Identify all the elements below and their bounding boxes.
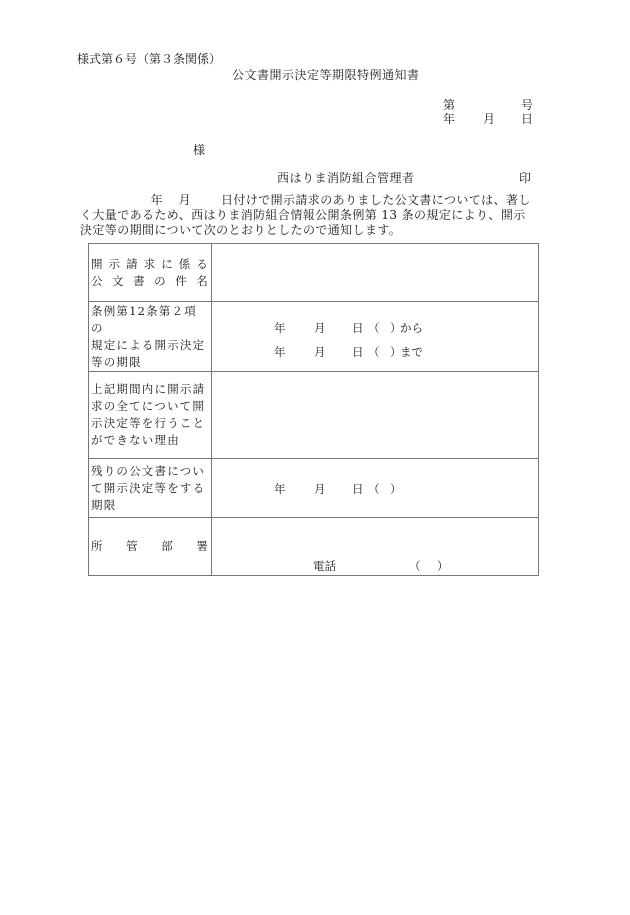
- label-line: 示決定等を行うこと: [91, 416, 206, 430]
- body-year: 年: [150, 193, 163, 207]
- label-line: 期限: [91, 497, 117, 512]
- phone-close-paren: ）: [437, 559, 449, 573]
- label-char: 署: [196, 539, 209, 553]
- date-year: 年: [274, 482, 286, 496]
- table-row-reason: [89, 372, 539, 459]
- weekday-close-paren: ）: [390, 321, 402, 335]
- date-day: 日: [352, 345, 364, 359]
- notice-form-table: [88, 243, 539, 576]
- value-remaining-deadline[interactable]: [212, 459, 539, 518]
- date-month: 月: [314, 321, 326, 335]
- date-year: 年: [274, 345, 286, 359]
- table-row-deadline: [89, 302, 539, 372]
- form-number-label: 様式第６号（第３条関係）: [77, 52, 222, 66]
- phone-open-paren: （: [409, 559, 421, 573]
- table-row-subject: [89, 244, 539, 302]
- label-char: 文: [112, 273, 125, 288]
- notice-body: [80, 193, 548, 238]
- label-char: 件: [175, 273, 188, 288]
- number-suffix: 号: [521, 98, 534, 112]
- body-line-1: [80, 193, 548, 208]
- body-month: 月: [178, 193, 191, 207]
- label-char: 部: [161, 539, 174, 553]
- label-line: 等の期限: [91, 354, 142, 369]
- label-line: [91, 273, 209, 290]
- date-month: 月: [314, 345, 326, 359]
- issue-date-year: 年: [443, 112, 456, 126]
- label-char: 請: [126, 256, 139, 271]
- date-day: 日: [352, 321, 364, 335]
- seal-mark: 印: [519, 171, 532, 185]
- label-char: 求: [143, 256, 157, 271]
- label-reason: [89, 372, 212, 459]
- date-year: 年: [274, 321, 286, 335]
- label-char: 所: [91, 539, 104, 553]
- label-department: [89, 518, 212, 576]
- label-line: て開示決定等をする: [91, 480, 206, 495]
- label-line: 上記期間内に開示請: [91, 382, 206, 396]
- label-char: る: [196, 256, 209, 271]
- label-deadline: [89, 302, 212, 372]
- label-char: の: [154, 273, 167, 288]
- label-line: 条例第12条第２項の: [91, 303, 197, 335]
- label-line: [91, 256, 209, 273]
- phone-label: 電話: [313, 559, 336, 573]
- body-line-2: く大量であるため、西はりま消防組合情報公開条例第 13 条の規定により、開示: [80, 208, 526, 222]
- date-day: 日: [352, 482, 364, 496]
- addressee-honorific: 様: [193, 143, 206, 157]
- label-char: 書: [133, 273, 146, 288]
- table-row-remaining-deadline: [89, 459, 539, 518]
- label-remaining-deadline: [89, 459, 212, 518]
- issue-date-line: [443, 110, 534, 127]
- label-char: に: [161, 256, 174, 271]
- body-line-3: 決定等の期間について次のとおりとしたので通知します。: [80, 223, 402, 237]
- label-char: 開: [91, 256, 104, 271]
- issue-date-day: 日: [521, 112, 534, 126]
- weekday-open-paren: （: [368, 345, 380, 359]
- value-reason[interactable]: [212, 372, 539, 459]
- label-line: [91, 538, 209, 555]
- date-suffix: まで: [400, 345, 423, 359]
- label-char: 名: [196, 273, 209, 288]
- number-prefix: 第: [443, 98, 456, 112]
- label-char: 示: [108, 256, 122, 271]
- issue-date-month: 月: [483, 112, 496, 126]
- date-suffix: から: [400, 321, 423, 335]
- value-subject[interactable]: [212, 244, 539, 302]
- table-row-department: [89, 518, 539, 576]
- weekday-open-paren: （: [368, 482, 380, 496]
- label-char: 公: [91, 273, 104, 288]
- document-title: 公文書開示決定等期限特例通知書: [232, 68, 420, 82]
- sender-name: 西はりま消防組合管理者: [277, 171, 415, 185]
- label-line: ができない理由: [91, 433, 180, 447]
- body-line-1-text: 日付けで開示請求のありました公文書については、著し: [221, 193, 531, 207]
- label-char: 管: [126, 539, 139, 553]
- weekday-close-paren: ）: [390, 482, 402, 496]
- label-line: 規定による開示決定: [91, 337, 206, 352]
- weekday-close-paren: ）: [390, 345, 402, 359]
- label-line: 残りの公文書につい: [91, 463, 206, 478]
- label-line: 求の全てについて開: [91, 399, 206, 413]
- value-department[interactable]: [212, 518, 539, 576]
- label-char: 係: [178, 256, 192, 271]
- label-subject: [89, 244, 212, 302]
- weekday-open-paren: （: [368, 321, 380, 335]
- value-deadline[interactable]: [212, 302, 539, 372]
- date-month: 月: [314, 482, 326, 496]
